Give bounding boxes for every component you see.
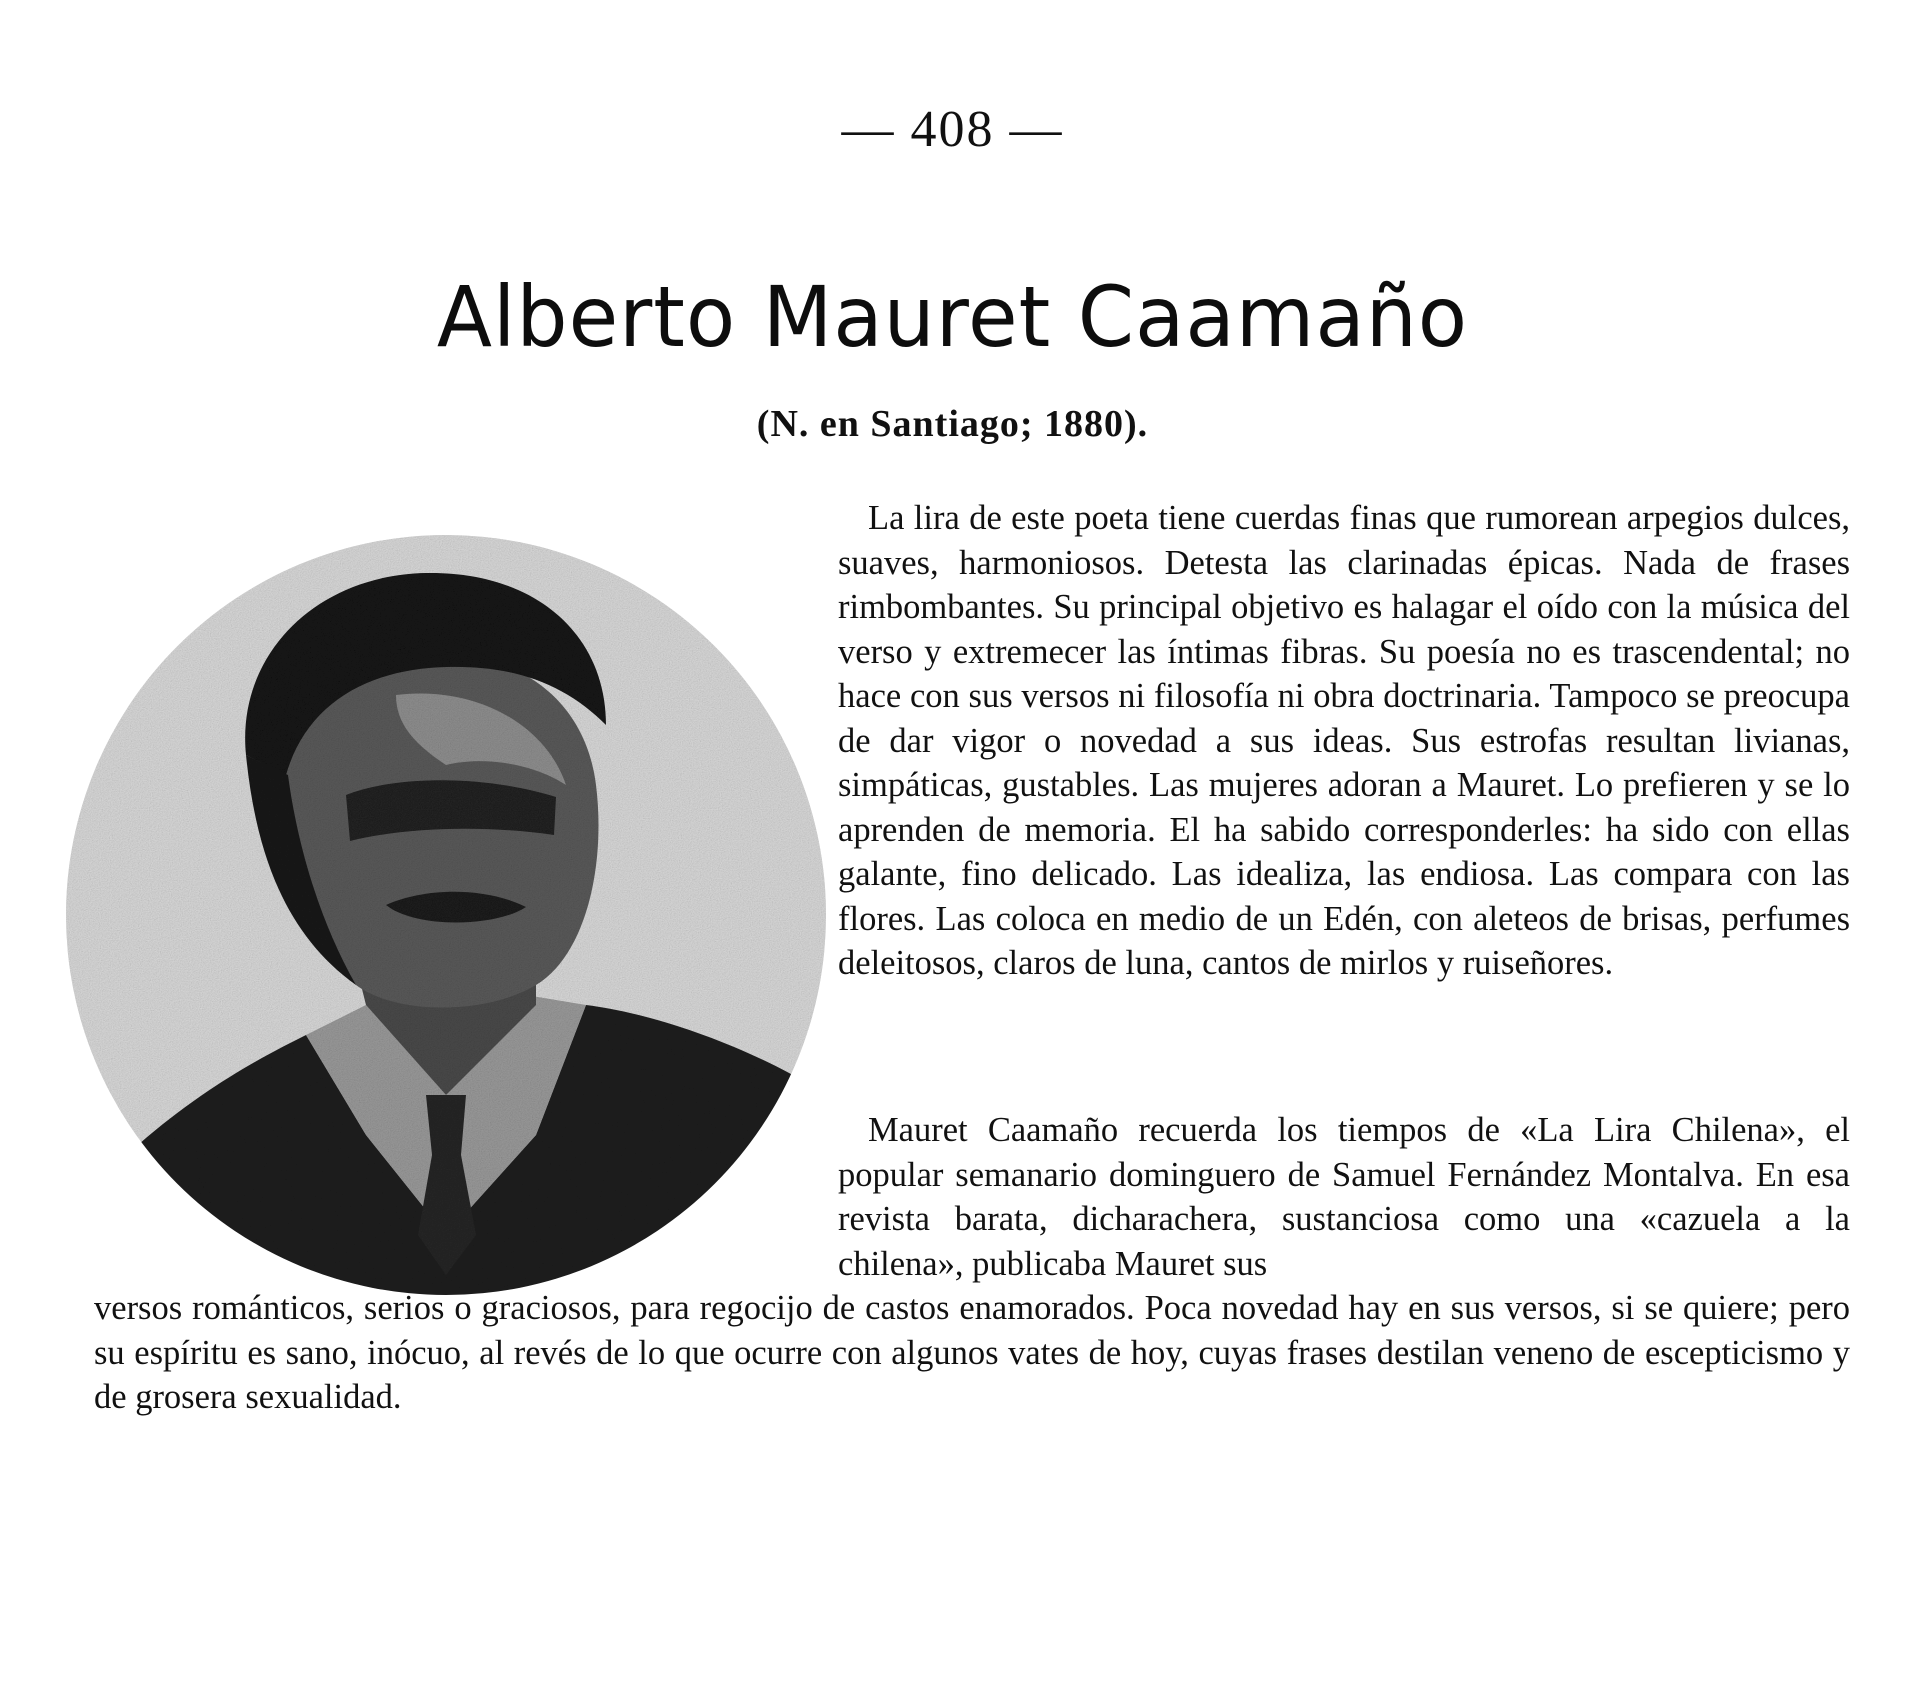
article-paragraph-2: Mauret Caamaño recuerda los tiempos de «La Lira Chilena», el popular semanario dominguero de Samuel Fernández Montalva. En esa revista barata, dicharachera, sustanciosa como una «cazuela a la chilena», publicaba Mauret sus [838,1111,1850,1283]
page-title: Alberto Mauret Caamaño [436,268,1469,366]
page-number: — 408 — [841,101,1064,158]
portrait-photo [66,535,826,1295]
article-paragraph-1: La lira de este poeta tiene cuerdas finas que rumorean arpegios dulces, suaves, harmoniosos. Detesta las clarinadas épicas. Nada de frases rimbombantes. Su principal objetivo es halagar el oído con la música del verso y extremecer las íntimas fibras. Su poesía no es trascendental; no hace con sus versos ni filosofía ni obra doctrinaria. Tampoco se preocupa de dar vigor o novedad a sus ideas. Sus estrofas resultan livianas, simpáticas, gustables. Las mujeres adoran a Mauret. Lo prefieren y se lo aprenden de memoria. El ha sabido corresponderles: ha sido con ellas galante, fino delicado. Las idealiza, las endiosa. Las compara con las flores. Las coloca en medio de un Edén, con aleteos de brisas, perfumes deleitosos, claros de luna, cantos de mirlos y ruiseñores. [838,499,1850,982]
page-subtitle: (N. en Santiago; 1880). [756,403,1149,445]
article-paragraph-3: versos románticos, serios o graciosos, para regocijo de castos enamorados. Poca novedad hay en sus versos, si se quiere; pero su espíritu es sano, inócuo, al revés de lo que ocurre con algunos vates de hoy, cuyas frases destilan veneno de escepticismo y de grosera sexualidad. [94,1289,1850,1416]
